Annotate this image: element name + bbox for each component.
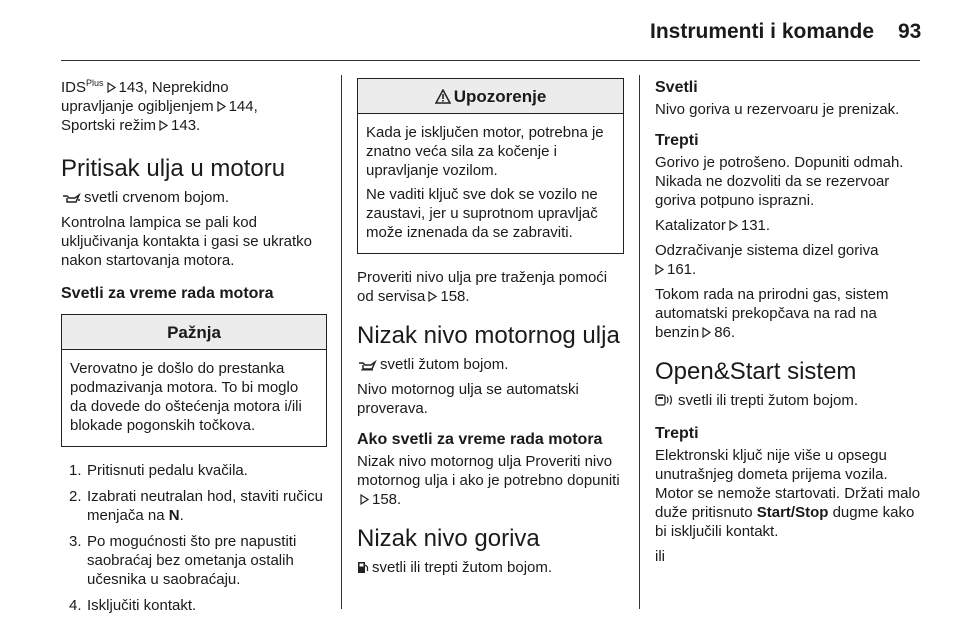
- body-paragraph: Tokom rada na prirodni gas, sistem automatski prekopčava na rad na benzin 86.: [655, 286, 889, 341]
- body-paragraph: Nivo motornog ulja se automatski proverava.: [357, 381, 579, 417]
- indicator-line: svetli žutom bojom.: [357, 355, 624, 374]
- intro-text: upravljanje ogibljenjem: [61, 98, 214, 115]
- ids-text: IDS: [61, 79, 87, 96]
- body-paragraph: Elektronski ključ nije više u opsegu unutrašnjeg dometa prijema vozila. Motor se nemože startovati. Držati malo duže pritisnuto Start/Stop dugme kako bi isključili kontakt.: [655, 447, 921, 540]
- body-paragraph: Nivo goriva u rezervoaru je prenizak.: [655, 101, 900, 118]
- page-ref-arrow-icon: [428, 291, 437, 302]
- page-ref-arrow-icon: [729, 220, 738, 231]
- oil-level-icon: [357, 359, 377, 371]
- warning-p1: Kada je isključen motor, potrebna je znatno veća sila za kočenje i upravljanje vozilom.: [366, 124, 604, 179]
- subheading: Trepti: [655, 132, 699, 149]
- fuel-pump-icon: [357, 560, 369, 574]
- warning-title: Upozorenje: [453, 87, 547, 106]
- warning-triangle-icon: [435, 89, 451, 104]
- header-rule: [61, 60, 920, 61]
- column-divider: [639, 75, 640, 609]
- body-paragraph: Kontrolna lampica se pali kod uključivanja kontakta i gasi se ukratko nakon startovanja motora.: [61, 214, 312, 269]
- column-right: [655, 78, 925, 572]
- steps-list: [61, 461, 327, 615]
- list-item: 3. Po mogućnosti što pre napustiti saobraćaj bez ometanja ostalih učesnika u saobraćaju.: [69, 533, 297, 588]
- subheading: Svetli za vreme rada motora: [61, 285, 274, 302]
- notice-box: [61, 314, 327, 447]
- page-ref: 144,: [228, 98, 258, 115]
- list-item: 1. Pritisnuti pedalu kvačila.: [69, 462, 248, 479]
- body-paragraph: Gorivo je potrošeno. Dopuniti odmah. Nikada ne dozvoliti da se rezervoar goriva potpuno isprazni.: [655, 154, 904, 209]
- indicator-line: svetli ili trepti žutom bojom.: [357, 558, 624, 577]
- column-divider: [341, 75, 342, 609]
- intro-text: 143, Neprekidno: [118, 79, 229, 96]
- column-left: [61, 78, 327, 622]
- warning-header: [358, 79, 623, 114]
- subheading: Svetli: [655, 79, 698, 96]
- section-title: Pritisak ulja u motoru: [61, 155, 286, 182]
- ids-sup: Plus: [86, 78, 104, 88]
- oil-can-icon: [61, 192, 81, 204]
- section-title: Open&Start sistem: [655, 358, 857, 385]
- warning-p2: Ne vaditi ključ sve dok se vozilo ne zaustavi, jer u suprotnom upravljač može iznenada da se zabraviti.: [366, 186, 598, 241]
- page-ref-arrow-icon: [217, 101, 226, 112]
- section-title: Nizak nivo motornog ulja: [357, 322, 620, 349]
- page-ref-arrow-icon: [159, 120, 168, 131]
- page-number: 93: [898, 20, 922, 43]
- body-paragraph: Proveriti nivo ulja pre traženja pomoći od servisa 158.: [357, 269, 608, 305]
- body-paragraph: Katalizator 131.: [655, 217, 771, 234]
- indicator-line: svetli ili trepti žutom bojom.: [655, 391, 925, 410]
- page-ref-arrow-icon: [655, 264, 664, 275]
- key-signal-icon: [655, 393, 675, 407]
- intro-text: Sportski režim: [61, 117, 157, 134]
- page-ref: 143.: [171, 117, 201, 134]
- indicator-line: svetli crvenom bojom.: [61, 188, 327, 207]
- warning-box: [357, 78, 624, 254]
- page-ref-arrow-icon: [702, 327, 711, 338]
- notice-title: Pažnja: [62, 315, 326, 350]
- section-title: Nizak nivo goriva: [357, 525, 540, 552]
- page-ref-arrow-icon: [360, 494, 369, 505]
- list-item: 2. Izabrati neutralan hod, staviti ručicu menjača na N.: [69, 488, 323, 524]
- body-paragraph: Nizak nivo motornog ulja Proveriti nivo motornog ulja i ako je potrebno dopuniti158.: [357, 453, 620, 508]
- page-header-title: Instrumenti i komande: [650, 20, 875, 43]
- subheading: Trepti: [655, 425, 699, 442]
- notice-body: Verovatno je došlo do prestanka podmazivanja motora. To bi moglo da dovede do oštećenja motora i/ili blokade pogonskih točkova.: [70, 360, 302, 434]
- subheading: Ako svetli za vreme rada motora: [357, 431, 603, 448]
- column-middle: [357, 78, 624, 583]
- body-paragraph: ili: [655, 548, 665, 565]
- page-ref-arrow-icon: [107, 82, 116, 93]
- list-item: 4. Isključiti kontakt.: [69, 597, 197, 614]
- body-paragraph: Odzračivanje sistema dizel goriva 161.: [655, 242, 879, 278]
- intro-paragraph: [61, 78, 327, 135]
